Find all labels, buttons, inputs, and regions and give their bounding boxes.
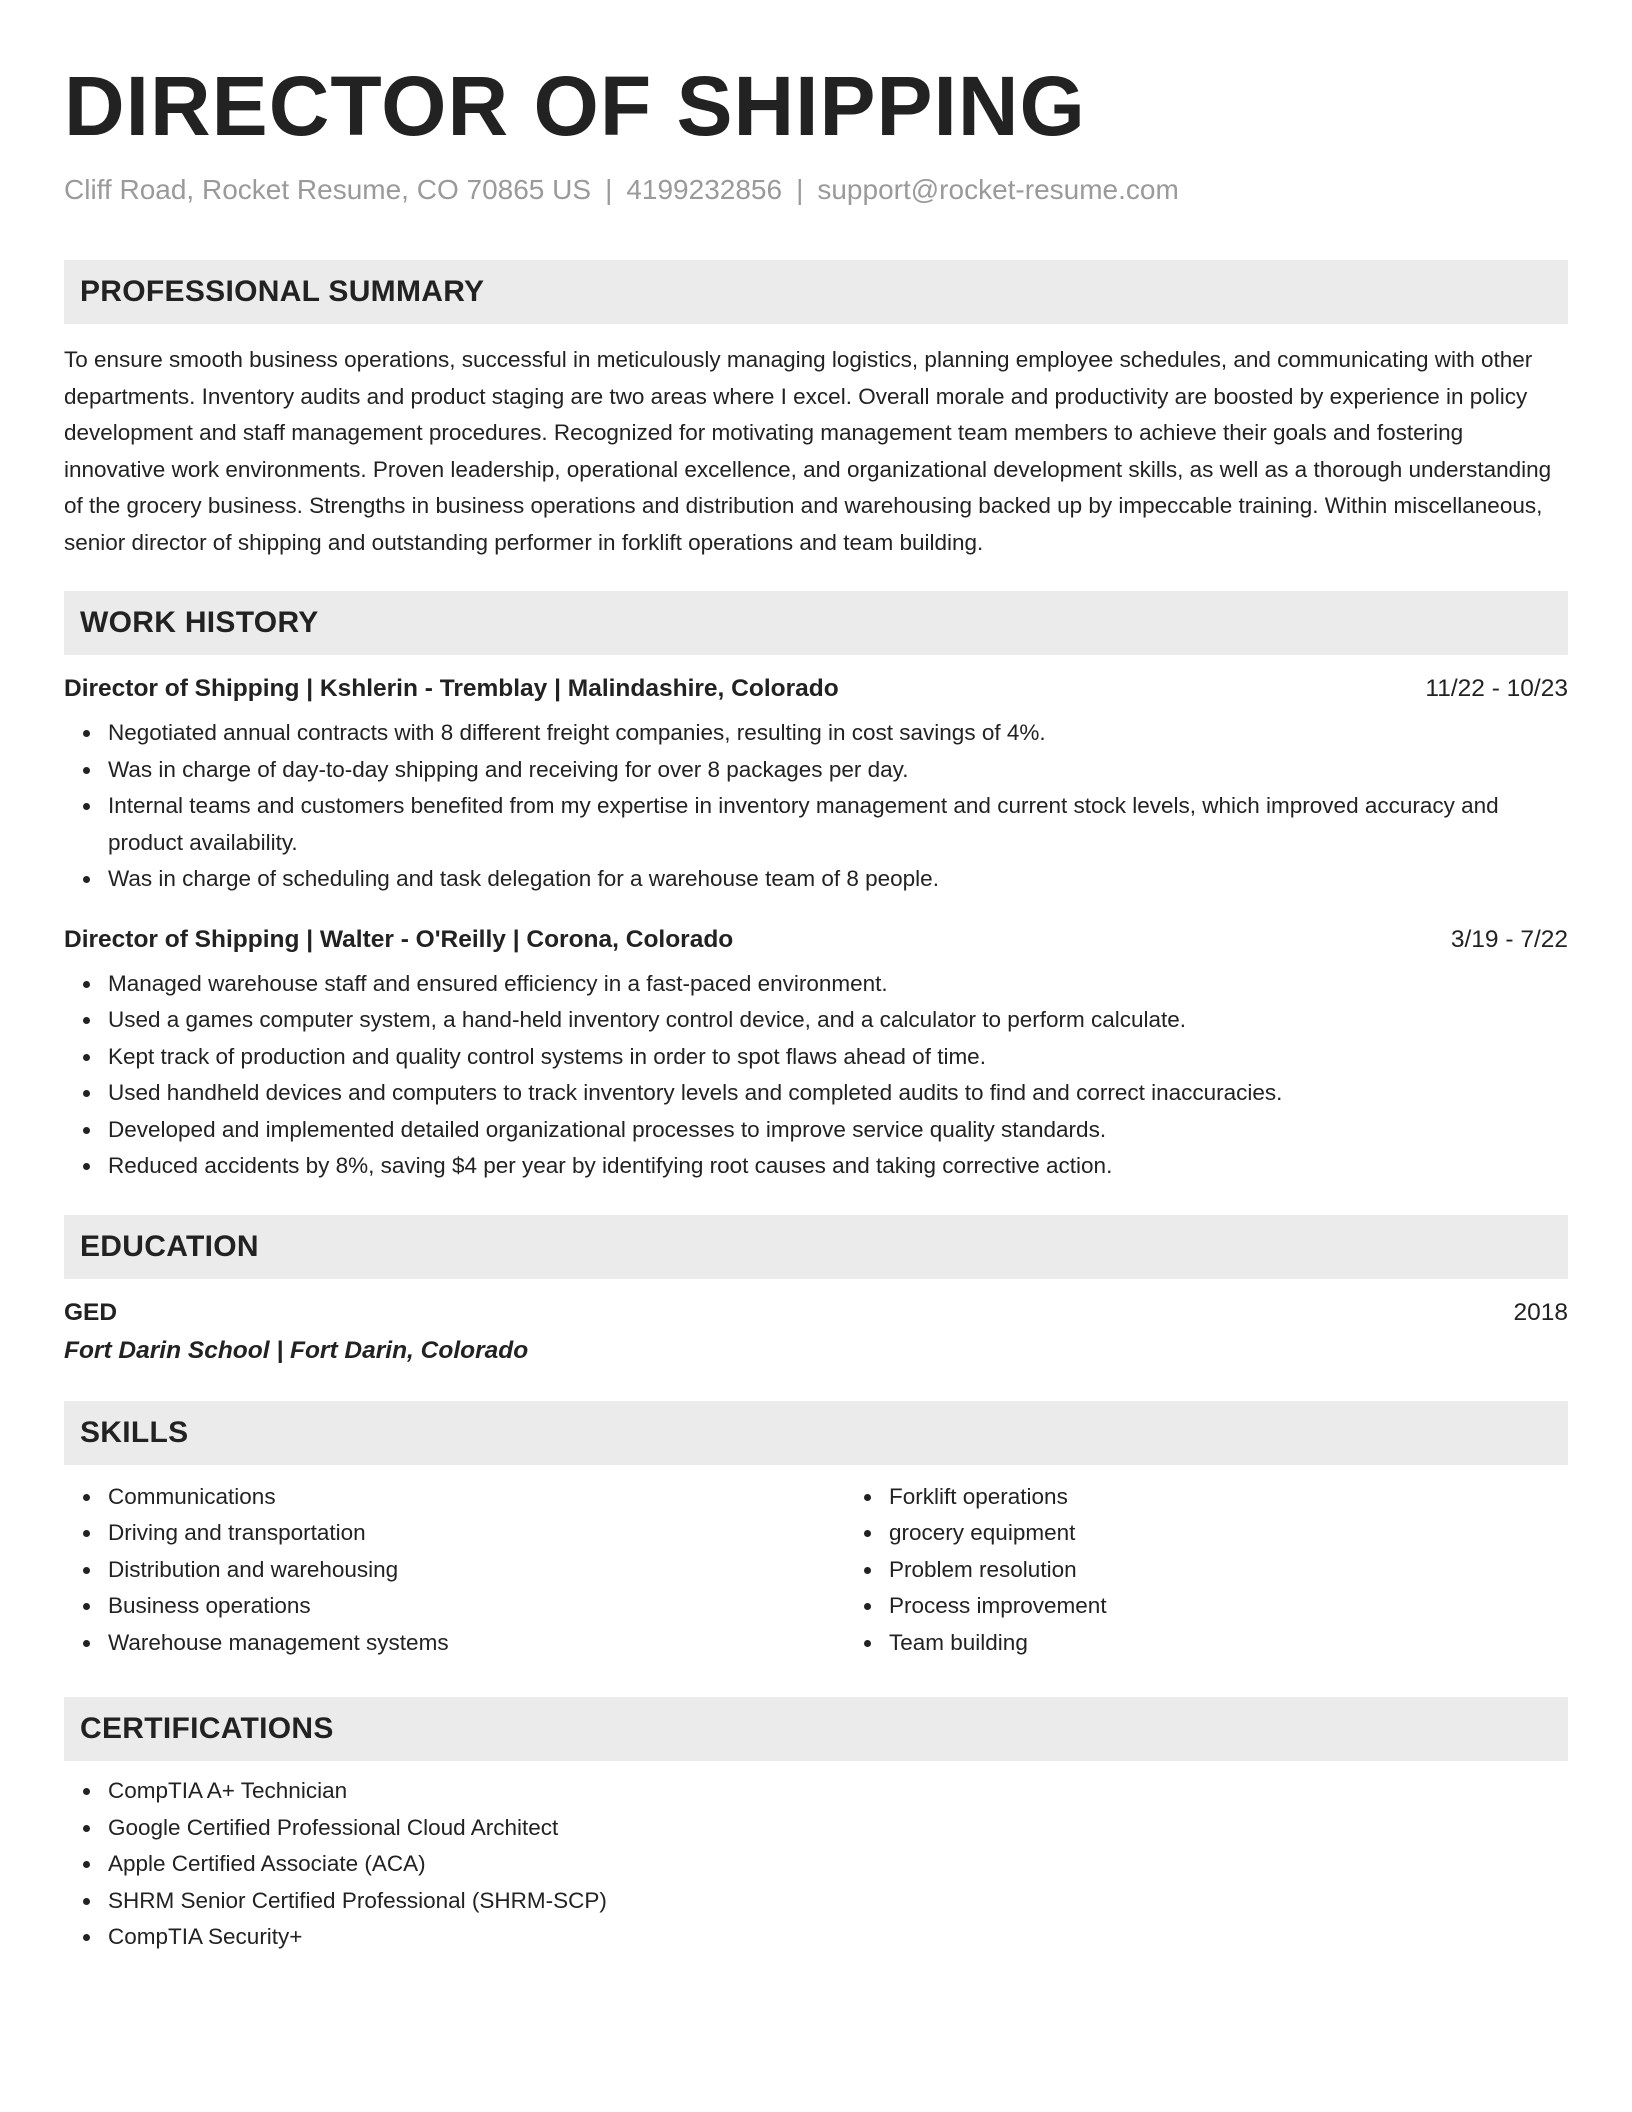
certifications-list: [64, 1773, 1568, 1956]
contact-separator: |: [605, 174, 613, 205]
skill-item: Business operations: [108, 1588, 845, 1625]
job-dates: 3/19 - 7/22: [1450, 925, 1568, 953]
certification-item: SHRM Senior Certified Professional (SHRM-SCP): [108, 1883, 1568, 1920]
job-bullet: Reduced accidents by 8%, saving $4 per year by identifying root causes and taking corrective action.: [108, 1148, 1568, 1185]
skill-item: Driving and transportation: [108, 1515, 845, 1552]
skills-columns: [64, 1465, 1568, 1662]
section-heading-work-history: WORK HISTORY: [64, 591, 1568, 655]
job-bullet: Was in charge of scheduling and task delegation for a warehouse team of 8 people.: [108, 861, 1568, 898]
phone: 4199232856: [626, 174, 783, 205]
certification-item: CompTIA A+ Technician: [108, 1773, 1568, 1810]
job-bullet: Used a games computer system, a hand-held inventory control device, and a calculator to perform calculate.: [108, 1002, 1568, 1039]
education-degree: GED: [64, 1298, 118, 1326]
skill-item: Problem resolution: [889, 1552, 1626, 1589]
email-link[interactable]: support@rocket-resume.com: [817, 174, 1179, 205]
skill-item: Forklift operations: [889, 1479, 1626, 1516]
skill-item: grocery equipment: [889, 1515, 1626, 1552]
job-title: Director of Shipping | Walter - O'Reilly | Corona, Colorado: [64, 925, 734, 953]
skill-item: Process improvement: [889, 1588, 1626, 1625]
job-entry: [64, 926, 1568, 1185]
summary-paragraph: To ensure smooth business operations, successful in meticulously managing logistics, planning employee schedules, and communicating with other departments. Inventory audits and product staging are two areas where I excel. Overall morale and productivity are boosted by experience in policy development and staff management procedures. Recognized for motivating management team members to achieve their goals and fostering innovative work environments. Proven leadership, operational excellence, and organizational development skills, as well as a thorough understanding of the grocery business. Strengths in business operations and distribution and warehousing backed up by impeccable training. Within miscellaneous, senior director of shipping and outstanding performer in forklift operations and team building.: [64, 347, 1552, 555]
job-bullet: Was in charge of day-to-day shipping and receiving for over 8 packages per day.: [108, 752, 1568, 789]
job-title: Director of Shipping | Kshlerin - Tremblay | Malindashire, Colorado: [64, 675, 839, 702]
education-header: [64, 1299, 1568, 1327]
skill-item: Team building: [889, 1625, 1626, 1662]
job-bullet: Managed warehouse staff and ensured efficiency in a fast-paced environment.: [108, 966, 1568, 1003]
job-bullet: Negotiated annual contracts with 8 different freight companies, resulting in cost savings of 4%.: [108, 715, 1568, 752]
certification-item: Apple Certified Associate (ACA): [108, 1846, 1568, 1883]
candidate-title: DIRECTOR OF SHIPPING: [64, 59, 1086, 153]
job-bullet: Kept track of production and quality control systems in order to spot flaws ahead of time.: [108, 1039, 1568, 1076]
contact-separator: |: [796, 174, 804, 205]
skills-list-right: [845, 1479, 1626, 1662]
certification-item: Google Certified Professional Cloud Architect: [108, 1810, 1568, 1847]
education-school: Fort Darin School | Fort Darin, Colorado: [64, 1336, 529, 1364]
section-heading-skills: SKILLS: [64, 1401, 1568, 1465]
skills-list-left: [64, 1479, 845, 1662]
job-bullets: [64, 715, 1568, 898]
contact-line: [64, 174, 1568, 206]
job-entry: [64, 675, 1568, 898]
job-header: [64, 675, 1568, 703]
job-header: [64, 926, 1568, 954]
job-bullets: [64, 966, 1568, 1185]
section-heading-summary: PROFESSIONAL SUMMARY: [64, 260, 1568, 324]
address: Cliff Road, Rocket Resume, CO 70865 US: [64, 174, 592, 205]
skill-item: Communications: [108, 1479, 845, 1516]
section-heading-certifications: CERTIFICATIONS: [64, 1697, 1568, 1761]
job-bullet: Used handheld devices and computers to track inventory levels and completed audits to find and correct inaccuracies.: [108, 1075, 1568, 1112]
section-heading-education: EDUCATION: [64, 1215, 1568, 1279]
job-bullet: Developed and implemented detailed organizational processes to improve service quality standards.: [108, 1112, 1568, 1149]
certification-item: CompTIA Security+: [108, 1919, 1568, 1956]
job-dates: 11/22 - 10/23: [1425, 675, 1568, 702]
skill-item: Distribution and warehousing: [108, 1552, 845, 1589]
skill-item: Warehouse management systems: [108, 1625, 845, 1662]
job-bullet: Internal teams and customers benefited from my expertise in inventory management and current stock levels, which improved accuracy and product availability.: [108, 788, 1568, 861]
education-year: 2018: [1513, 1298, 1568, 1326]
